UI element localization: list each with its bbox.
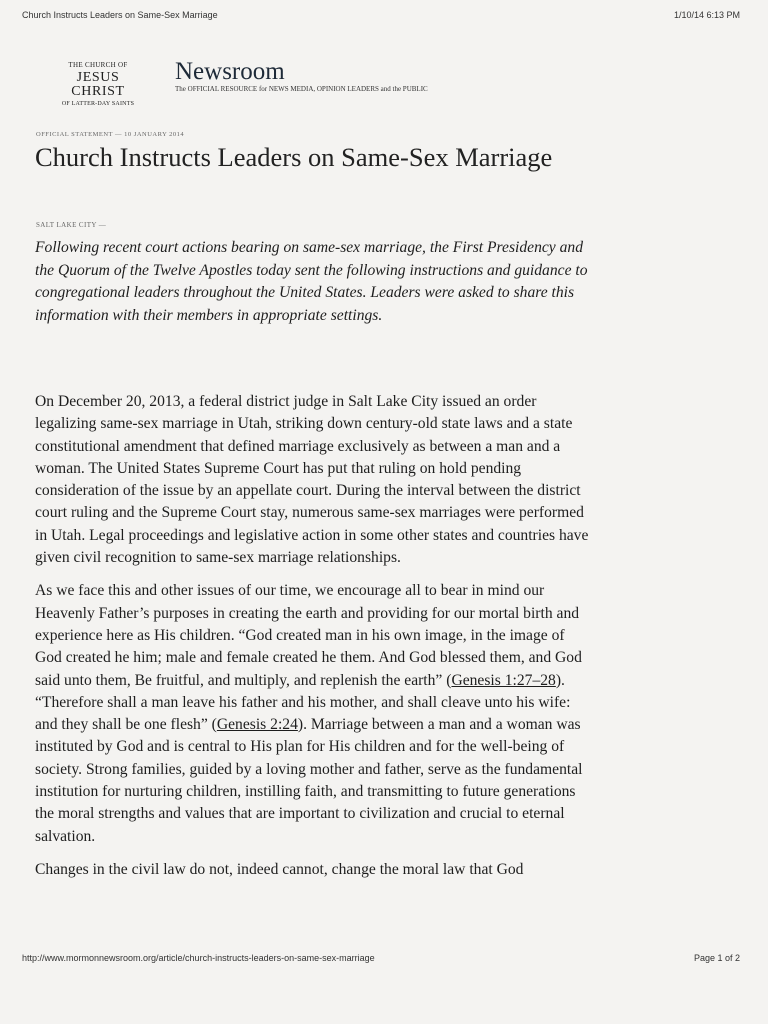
print-header (22, 10, 740, 20)
article-paragraph-2 (35, 580, 595, 848)
article-kicker: OFFICIAL STATEMENT — 10 JANUARY 2014 (36, 131, 185, 138)
paragraph-2-text-1: As we face this and other issues of our time, we encourage all to bear in mind our Heavenly Father’s purposes in creating the earth and providing for our mortal birth and experience here as His children. “God created man in his own image, in the image of God created he him; male and female created he them. And God blessed them, and God said unto them, Be fruitful, and multiply, and replenish the earth” ( (35, 582, 582, 689)
article-dateline: SALT LAKE CITY — (36, 221, 107, 229)
newsroom-tagline: The OFFICIAL RESOURCE for NEWS MEDIA, OPINION LEADERS and the PUBLIC (175, 85, 428, 93)
print-footer-url: http://www.mormonnewsroom.org/article/church-instructs-leaders-on-same-sex-marriage (22, 953, 375, 963)
logo-line-2: JESUS CHRIST (71, 70, 125, 99)
logo-line-3: OF LATTER-DAY SAINTS (61, 101, 135, 107)
logo-line-1: THE CHURCH OF (68, 61, 128, 69)
print-header-title: Church Instructs Leaders on Same-Sex Marriage (22, 10, 218, 20)
article-body (35, 391, 595, 892)
paragraph-2-text-2: ). “Therefore shall a man leave his father and his mother, and shall cleave unto his wife: and they shall be one flesh” ( (35, 671, 571, 734)
article-intro: Following recent court actions bearing on same-sex marriage, the First Presidency and the Quorum of the Twelve Apostles today sent the following instructions and guidance to congregational leaders throughout the United States. Leaders were asked to share this information with their members in appropriate settings. (35, 239, 588, 324)
print-header-datetime: 1/10/14 6:13 PM (673, 10, 740, 20)
newsroom-title[interactable]: Newsroom (175, 58, 285, 85)
church-logo[interactable] (48, 62, 148, 107)
article-headline: Church Instructs Leaders on Same-Sex Marriage (35, 142, 553, 172)
article-paragraph-3: Changes in the civil law do not, indeed cannot, change the moral law that God (35, 860, 524, 878)
print-footer (22, 953, 740, 963)
paragraph-2-text-3: ). Marriage between a man and a woman was instituted by God and is central to His plan for His children and for the well-being of society. Strong families, guided by a loving mother and father, serve as the fundamental institution for nurturing children, instilling faith, and transmitting to future generations the moral strengths and values that are important to civilization and crucial to eternal salvation. (35, 716, 583, 845)
genesis-2-24-link[interactable]: Genesis 2:24 (216, 716, 298, 734)
print-footer-page: Page 1 of 2 (693, 953, 740, 963)
genesis-1-27-link[interactable]: Genesis 1:27–28 (451, 671, 556, 689)
article-paragraph-1: On December 20, 2013, a federal district judge in Salt Lake City issued an order legalizing same-sex marriage in Utah, striking down century-old state laws and a state constitutional amendment that defined marriage exclusively as between a man and a woman. The United States Supreme Court has put that ruling on hold pending consideration of the issue by an appellate court. During the interval between the district court ruling and the Supreme Court stay, numerous same-sex marriages were performed in Utah. Legal proceedings and legislative action in some other states and countries have given civil recognition to same-sex marriage relationships. (35, 393, 589, 567)
